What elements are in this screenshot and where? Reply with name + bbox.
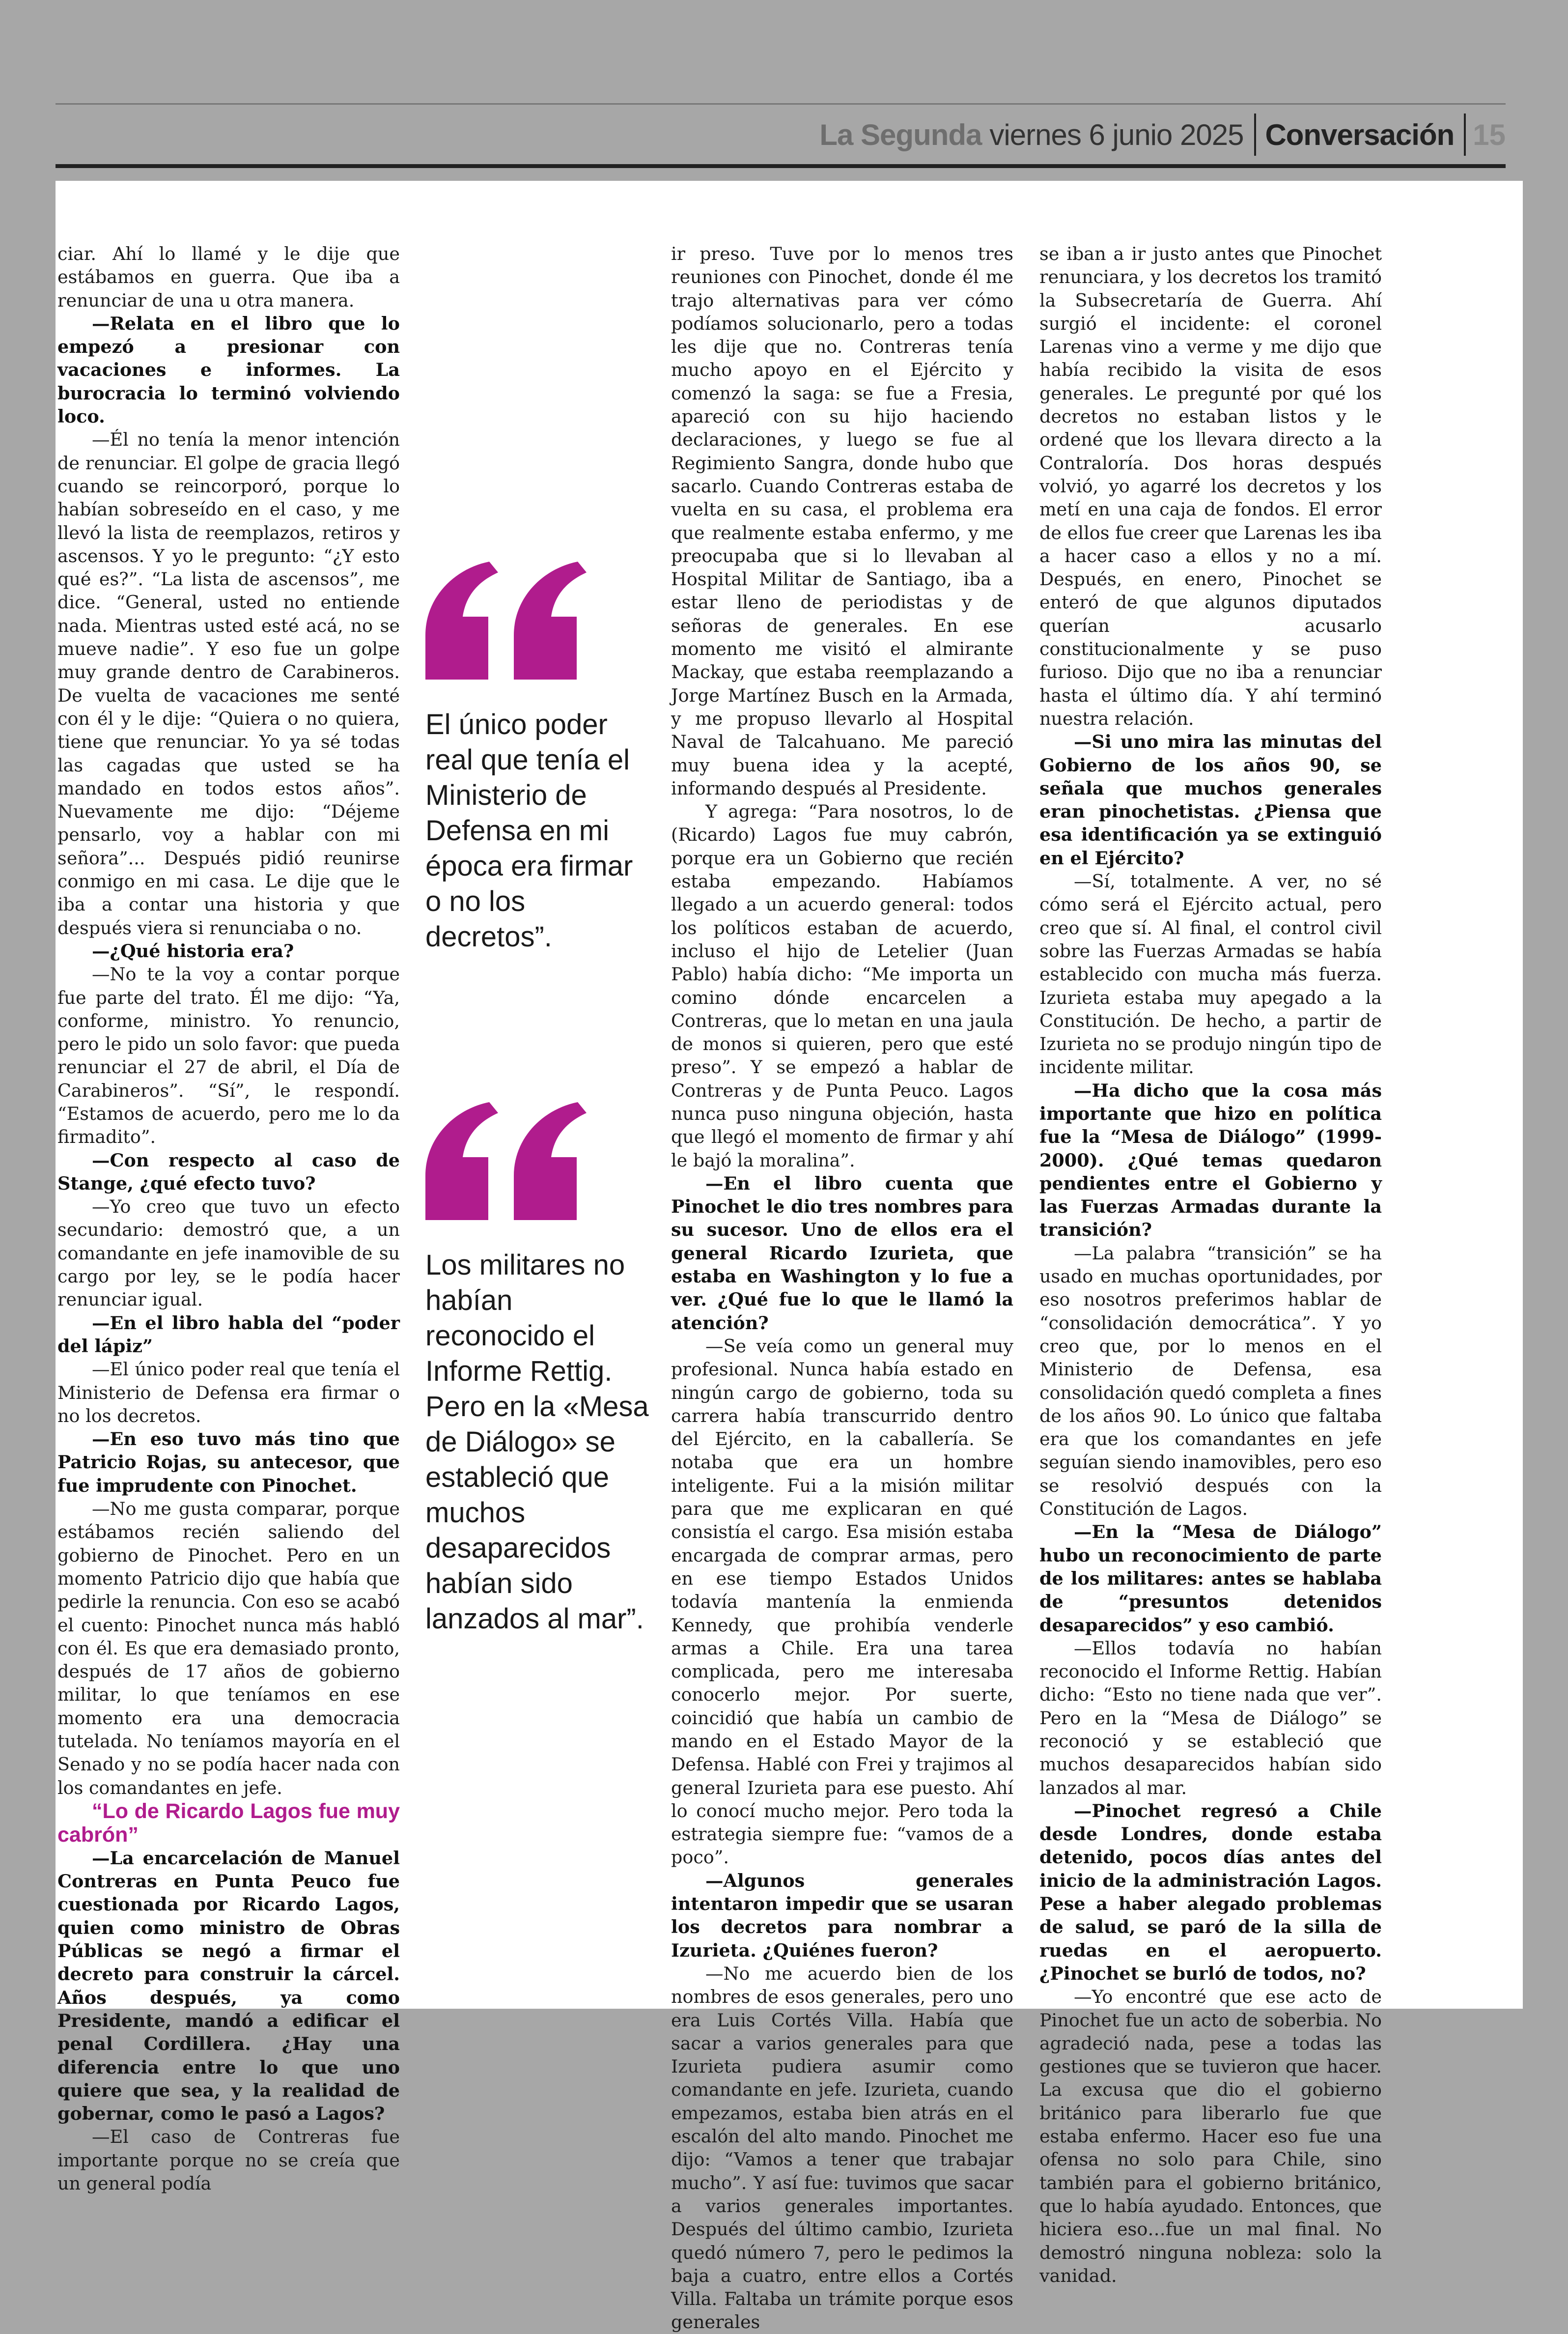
- header-bottom-rule: [56, 164, 1506, 168]
- quote-mark-icon: [425, 1102, 588, 1220]
- section-name: Conversación: [1265, 118, 1455, 151]
- interview-question: —¿Qué historia era?: [92, 940, 294, 962]
- subheading: “Lo de Ricardo Lagos fue muy cabrón”: [57, 1799, 400, 1847]
- interview-question: —En el libro habla del “poder del lápiz”: [57, 1312, 400, 1357]
- header-top-rule: [56, 103, 1506, 105]
- interview-question: —Relata en el libro que lo empezó a presionar con vacaciones e informes. La burocracia lo terminó volviendo loco.: [57, 313, 400, 427]
- interview-question: —Ha dicho que la cosa más importante que hizo en política fue la “Mesa de Diálogo” (1999-2000). ¿Qué temas quedaron pendientes entre el Gobierno y las Fuerzas Armadas durante la transición?: [1039, 1080, 1382, 1241]
- interview-question: —En la “Mesa de Diálogo” hubo un reconocimiento de parte de los militares: antes se hablaba de “presuntos detenidos desaparecidos” y eso cambió.: [1039, 1521, 1382, 1636]
- paragraph: —Yo creo que tuvo un efecto secundario: demostró que, a un comandante en jefe inamovible de su cargo por ley, se le podía hacer renunciar igual.: [57, 1196, 400, 1310]
- paragraph: ir preso. Tuve por lo menos tres reuniones con Pinochet, donde él me trajo alternativas para ver cómo podíamos solucionarlo, pero a todas les dije que no. Contreras tenía mucho apoyo en el Ejército y comenzó la saga: se fue a Fresia, apareció con su hijo haciendo declaraciones, y luego se fue al Regimiento Sangra, donde hubo que sacarlo. Cuando Contreras estaba de vuelta en su casa, el problema era que realmente estaba enfermo, y me preocupaba que si lo llevaban al Hospital Militar de Santiago, iba a estar lleno de periodistas y de señoras de generales. En ese momento me visitó el almirante Mackay, que estaba reemplazando a Jorge Martínez Busch en la Armada, y me propuso llevarlo al Hospital Naval de Talcahuano. Me pareció muy buena idea y la acepté, informando después al Presidente.: [671, 243, 1013, 799]
- paragraph: se iban a ir justo antes que Pinochet renunciara, y los decretos los tramitó la Subsecretaría de Guerra. Ahí surgió el incidente: el coronel Larenas vino a verme y me dijo que había recibido la visita de esos generales. Le pregunté por qué los decretos no estaban listos y le ordené que los llevara directo a la Contraloría. Dos horas después volvió, yo agarré los decretos y los metí en una caja de fondos. El error de ellos fue creer que Larenas les iba a hacer caso a ellos y no a mí. Después, en enero, Pinochet se enteró de que algunos diputados querían acusarlo constitucionalmente y se puso furioso. Dijo que no iba a renunciar hasta el último día. Y ahí terminó nuestra relación.: [1039, 243, 1382, 729]
- paragraph: —No me gusta comparar, porque estábamos recién saliendo del gobierno de Pinochet. Pero en un momento Patricio dijo que había que pedirle la renuncia. Con eso se acabó el cuento: Pinochet nunca más habló con él. Es que era demasiado pronto, después de 17 años de gobierno militar, lo que teníamos en ese momento era una democracia tutelada. No teníamos mayoría en el Senado y no se podía hacer nada con los comandantes en jefe.: [57, 1498, 400, 1798]
- header-row: [819, 110, 1506, 159]
- header-divider: [1254, 114, 1256, 156]
- text-column-1: [57, 242, 400, 2195]
- page-header: [56, 103, 1506, 168]
- paragraph: —No te la voy a contar porque fue parte del trato. Él me dijo: “Ya, conforme, ministro. Yo renuncio, pero le pido un solo favor: que pueda renunciar el 27 de abril, el Día de Carabineros”. “Sí”, le respondí. “Estamos de acuerdo, pero me lo da firmadito”.: [57, 964, 400, 1148]
- paragraph: —El caso de Contreras fue importante porque no se creía que un general podía: [57, 2126, 400, 2194]
- paragraph: —El único poder real que tenía el Ministerio de Defensa era firmar o no los decretos.: [57, 1359, 400, 1426]
- pullquote-text: Los militares no habían reconocido el Informe Rettig. Pero en la «Mesa de Diálogo» se estableció que muchos desaparecidos habían sido lanzados al mar”.: [425, 1249, 649, 1635]
- pullquote-1: [425, 562, 651, 955]
- pullquote-text: El único poder real que tenía el Ministerio de Defensa en mi época era firmar o no los decretos”.: [425, 709, 633, 953]
- paragraph: —Yo encontré que ese acto de Pinochet fue un acto de soberbia. No agradeció nada, pese a todas las gestiones que se tuvieron que hacer. La excusa que dio el gobierno británico para liberarlo fue que estaba enfermo. Hacer eso fue una ofensa no solo para Chile, sino también para el gobierno británico, que lo había ayudado. Entonces, que hiciera eso…fue un mal final. No demostró ninguna nobleza: solo la vanidad.: [1039, 1986, 1382, 2286]
- page-number: 15: [1473, 118, 1506, 151]
- text-column-4: [1039, 242, 1382, 2287]
- text-column-3: [671, 242, 1013, 2334]
- interview-question: —En el libro cuenta que Pinochet le dio tres nombres para su sucesor. Uno de ellos era el general Ricardo Izurieta, que estaba en Washington y lo fue a ver. ¿Qué fue lo que le llamó la atención?: [671, 1172, 1013, 1334]
- paragraph: —Se veía como un general muy profesional. Nunca había estado en ningún cargo de gobierno, toda su carrera había transcurrido dentro del Ejército, en la caballería. Se notaba que era un hombre inteligente. Fui a la misión militar para que me explicaran en qué consistía el cargo. Esa misión estaba encargada de comprar armas, pero en ese tiempo Estados Unidos todavía mantenía la enmienda Kennedy, que prohibía venderle armas a Chile. Era una tarea complicada, pero me interesaba conocerlo mejor. Por suerte, coincidió que había un cambio de mando en el Estado Mayor de la Defensa. Hablé con Frei y trajimos al general Izurieta para ese puesto. Ahí lo conocí mucho mejor. Pero toda la estrategia siempre fue: “vamos de a poco”.: [671, 1335, 1013, 1868]
- interview-question: —Algunos generales intentaron impedir que se usaran los decretos para nombrar a Izurieta. ¿Quiénes fueron?: [671, 1870, 1013, 1961]
- interview-question: —Pinochet regresó a Chile desde Londres, donde estaba detenido, pocos días antes del inicio de la administración Lagos. Pese a haber alegado problemas de salud, se paró de la silla de ruedas en el aeropuerto. ¿Pinochet se burló de todos, no?: [1039, 1800, 1382, 1984]
- masthead: La Segunda: [819, 118, 982, 151]
- paragraph: ciar. Ahí lo llamé y le dije que estábamos en guerra. Que iba a renunciar de una u otra manera.: [57, 243, 400, 311]
- paragraph: —Ellos todavía no habían reconocido el Informe Rettig. Habían dicho: “Esto no tiene nada que ver”. Pero en la “Mesa de Diálogo” se reconoció y se estableció que muchos desaparecidos habían sido lanzados al mar.: [1039, 1637, 1382, 1798]
- paragraph: Y agrega: “Para nosotros, lo de (Ricardo) Lagos fue muy cabrón, porque era un Gobierno que recién estaba empezando. Habíamos llegado a un acuerdo general: todos los políticos estaban de acuerdo, incluso el hijo de Letelier (Juan Pablo) había dicho: “Me importa un comino dónde encarcelen a Contreras, que lo metan en una jaula de monos si quieren, pero que esté preso”. Y se empezó a hablar de Contreras y de Punta Peuco. Lagos nunca puso ninguna objeción, hasta que llegó el momento de firmar y ahí le bajó la moralina”.: [671, 801, 1013, 1171]
- quote-mark-icon: [425, 562, 588, 680]
- issue-date: viernes 6 junio 2025: [989, 118, 1244, 151]
- article-page: [56, 181, 1523, 2333]
- interview-question: —En eso tuvo más tino que Patricio Rojas, su antecesor, que fue imprudente con Pinochet.: [57, 1428, 400, 1496]
- paragraph: —Sí, totalmente. A ver, no sé cómo será el Ejército actual, pero creo que sí. Al final, el control civil sobre las Fuerzas Armadas se había establecido con mucha más fuerza. Izurieta estaba muy apegado a la Constitución. De hecho, a partir de Izurieta no se produjo ningún tipo de incidente militar.: [1039, 871, 1382, 1078]
- paragraph: —La palabra “transición” se ha usado en muchas oportunidades, por eso nosotros preferimos hablar de “consolidación democrática”. Y yo creo que, por lo menos en el Ministerio de Defensa, esa consolidación quedó completa a fines de los años 90. Lo único que faltaba era que los comandantes en jefe seguían siendo inamovibles, pero eso se resolvió después con la Constitución de Lagos.: [1039, 1242, 1382, 1520]
- header-divider: [1464, 114, 1466, 156]
- interview-question: —Con respecto al caso de Stange, ¿qué efecto tuvo?: [57, 1149, 400, 1194]
- interview-question: —La encarcelación de Manuel Contreras en Punta Peuco fue cuestionada por Ricardo Lagos, quien como ministro de Obras Públicas se negó a firmar el decreto para construir la cárcel. Años después, ya como Presidente, mandó a edificar el penal Cordillera. ¿Hay una diferencia entre lo que uno quiere que sea, y la realidad de gobernar, como le pasó a Lagos?: [57, 1847, 400, 2125]
- paragraph: —No me acuerdo bien de los nombres de esos generales, pero uno era Luis Cortés Villa. Había que sacar a varios generales para que Izurieta pudiera asumir como comandante en jefe. Izurieta, cuando empezamos, estaba bien atrás en el escalón del alto mando. Pinochet me dijo: “Vamos a tener que trabajar mucho”. Y así fue: tuvimos que sacar a varios generales importantes. Después del último cambio, Izurieta quedó número 7, pero le pedimos la baja a cuatro, entre ellos a Cortés Villa. Faltaba un trámite porque esos generales: [671, 1963, 1013, 2333]
- paragraph: —Él no tenía la menor intención de renunciar. El golpe de gracia llegó cuando se reincorporó, porque lo habían sobreseído en el caso, y me llevó la lista de reemplazos, retiros y ascensos. Y yo le pregunto: “¿Y esto qué es?”. “La lista de ascensos”, me dice. “General, usted no entiende nada. Mientras usted esté acá, no se mueve nadie”. Y eso fue un golpe muy grande dentro de Carabineros. De vuelta de vacaciones me senté con él y le dije: “Quiera o no quiera, tiene que renunciar. Yo ya sé todas las cagadas que usted se ha mandado en todos estos años”. Nuevamente me dijo: “Déjeme pensarlo, voy a hablar con mi señora”... Después pidió reunirse conmigo en mi casa. Le dije que le iba a contar una historia y que después viera si renunciaba o no.: [57, 429, 400, 939]
- pullquote-2: [425, 1102, 651, 1637]
- interview-question: —Si uno mira las minutas del Gobierno de los años 90, se señala que muchos generales eran pinochetistas. ¿Piensa que esa identificación ya se extinguió en el Ejército?: [1039, 731, 1382, 869]
